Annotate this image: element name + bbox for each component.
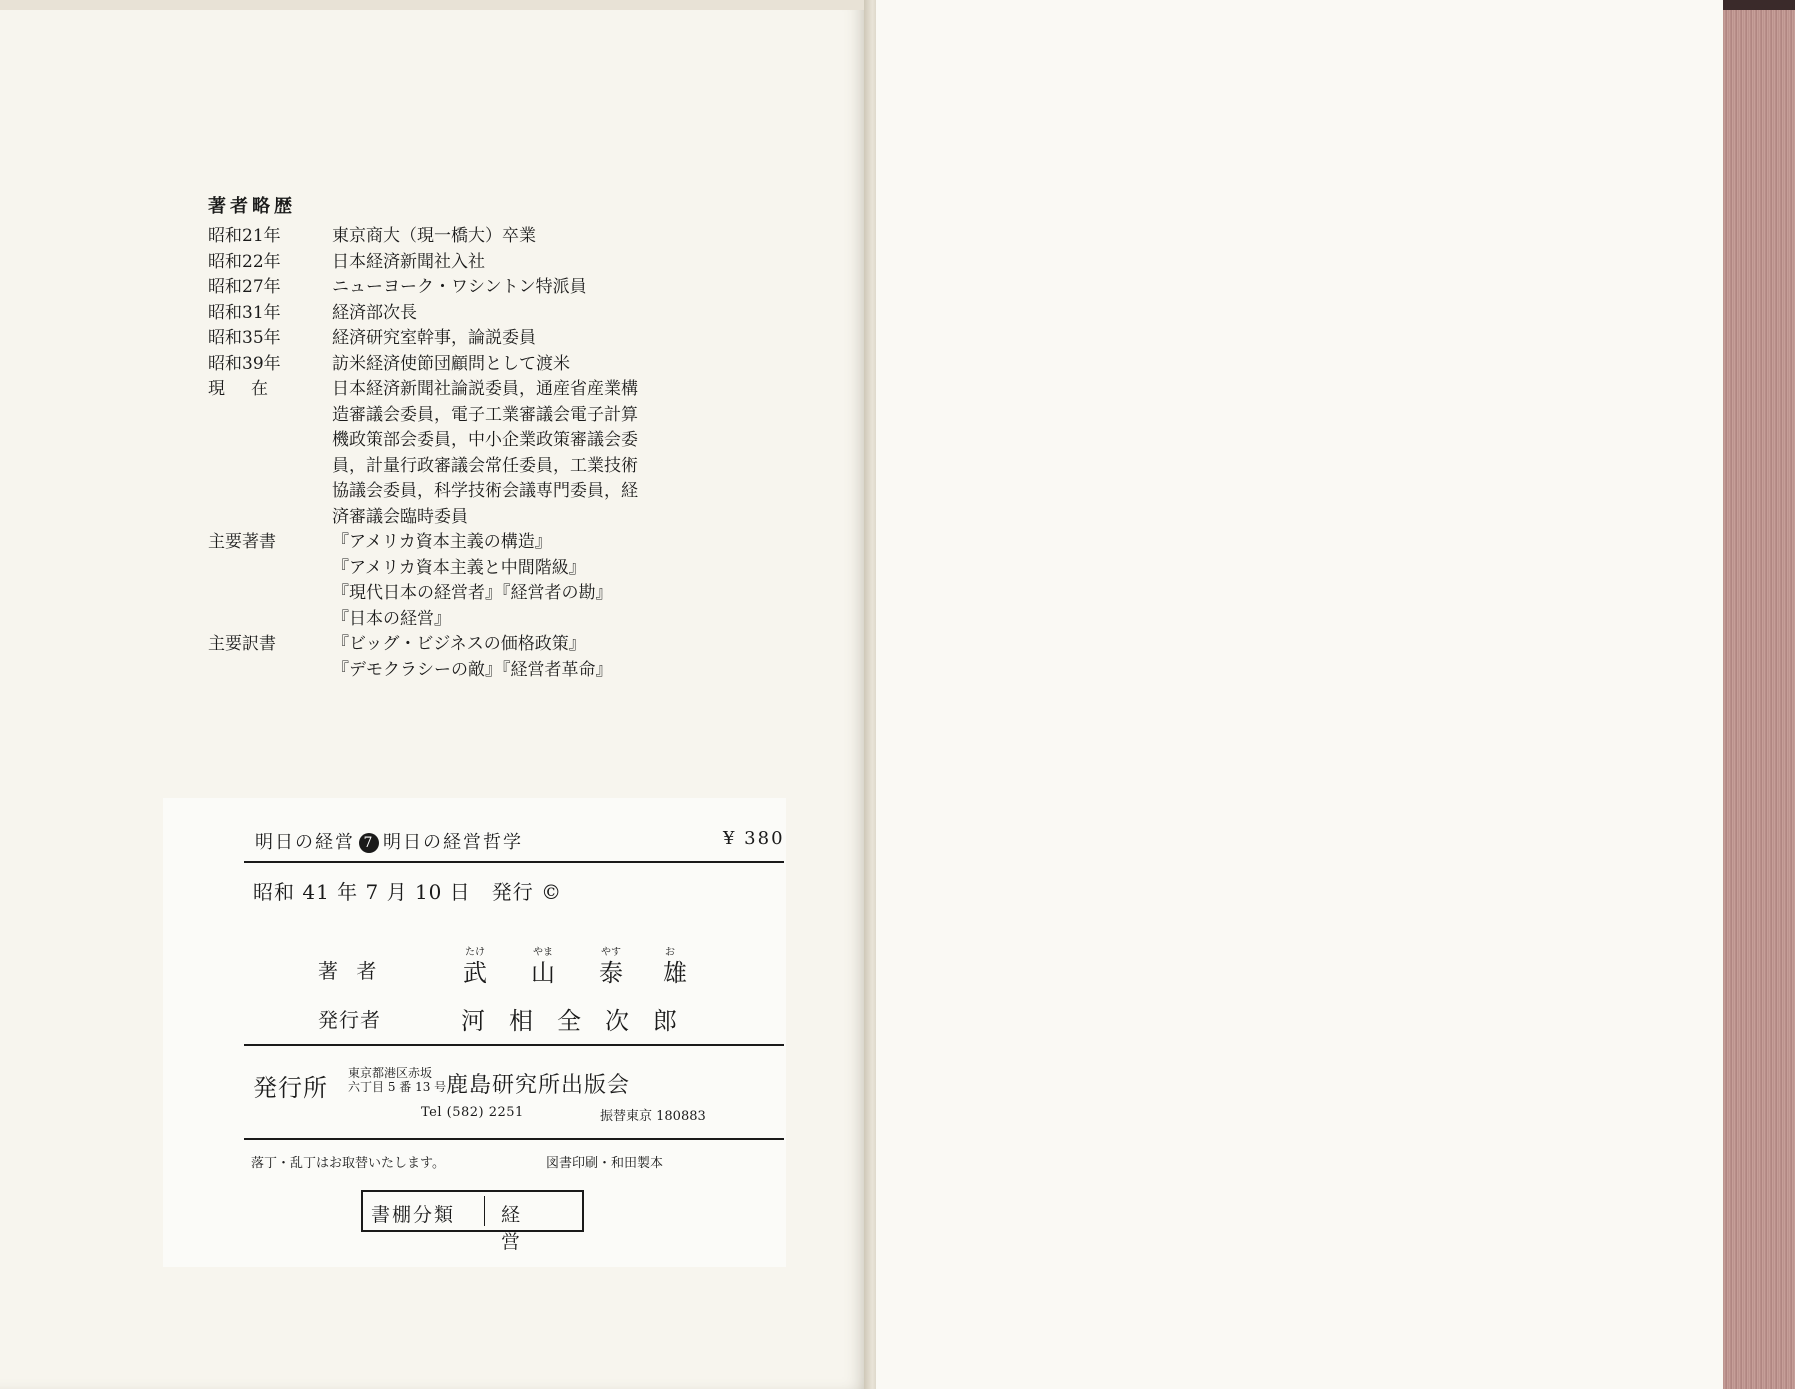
bio-year: 昭和31年 <box>208 302 281 323</box>
bio-entry <box>208 275 728 301</box>
bio-text <box>332 301 728 327</box>
bio-text <box>332 632 728 683</box>
transfer-account: 振替東京 180883 <box>600 1109 706 1124</box>
page-top-edge <box>0 0 868 10</box>
author-name-char: 武 <box>463 959 487 987</box>
bio-entry <box>208 632 728 683</box>
author-name-char: 泰 <box>599 959 623 987</box>
bio-title: 著者略歴 <box>208 196 296 217</box>
bio-line: 日本経済新聞社論説委員，通産省産業構 <box>332 379 638 399</box>
bio-year: 現在 <box>208 379 294 399</box>
volume-number-badge: 7 <box>359 833 379 853</box>
author-name-char: 雄 <box>663 959 687 987</box>
bio-line: 訪米経済使節団顧問として渡米 <box>332 353 570 374</box>
bio-year: 主要著書 <box>208 532 276 552</box>
publisher-name: 鹿島研究所出版会 <box>446 1073 631 1098</box>
publisher-person-label: 発行者 <box>318 1008 381 1032</box>
bio-line: 経済部次長 <box>332 302 417 323</box>
author-ruby: やま <box>533 947 553 958</box>
series-name: 明日の経営 <box>255 832 355 853</box>
author-ruby: お <box>665 947 675 958</box>
bio-text <box>332 352 728 378</box>
shelf-divider <box>484 1196 485 1226</box>
author-biography <box>208 192 728 683</box>
price: ¥ 380 <box>723 828 785 849</box>
shelf-classification-box <box>361 1190 584 1253</box>
author-ruby: たけ <box>465 947 485 958</box>
publisher-person-char: 次 <box>605 1007 629 1035</box>
page-edges <box>1723 10 1795 1389</box>
bio-entry <box>208 530 728 632</box>
bio-text <box>332 224 728 250</box>
bio-entry <box>208 250 728 276</box>
bio-line: 協議会委員，科学技術会議専門委員，経 <box>332 481 638 501</box>
divider <box>244 861 784 863</box>
address-line: 東京都港区赤坂 <box>348 1066 433 1080</box>
bio-line: 済審議会臨時委員 <box>332 506 468 527</box>
bio-line: 『アメリカ資本主義の構造』 <box>332 532 552 552</box>
bio-entry <box>208 352 728 378</box>
shelf-value: 経営 <box>501 1204 551 1253</box>
right-page-blank <box>876 0 1723 1389</box>
publisher-person-char: 郎 <box>653 1007 677 1035</box>
author-name-char: 山 <box>531 959 555 987</box>
bio-line: 経済研究室幹事，論説委員 <box>332 328 536 348</box>
bio-text <box>332 250 728 276</box>
bio-line: 機政策部会委員，中小企業政策審議会委 <box>332 430 638 450</box>
bio-entry <box>208 377 728 530</box>
divider <box>244 1138 784 1140</box>
bio-text <box>332 530 728 632</box>
address-line: 六丁目 5 番 13 号 <box>348 1080 447 1094</box>
bio-line: 『現代日本の経営者』『経営者の勘』 <box>332 583 613 603</box>
bio-list <box>208 224 728 683</box>
bio-year: 主要訳書 <box>208 634 276 654</box>
publisher-label: 発行所 <box>253 1074 328 1102</box>
publisher-person-char: 相 <box>509 1007 533 1035</box>
bio-text <box>332 275 728 301</box>
shelf-label: 書棚分類 <box>371 1204 456 1226</box>
divider <box>244 1044 784 1046</box>
bio-line: 造審議会委員，電子工業審議会電子計算 <box>332 404 638 425</box>
replacement-note: 落丁・乱丁はお取替いたします。 <box>251 1156 445 1171</box>
bio-line: 東京商大（現一橋大）卒業 <box>332 226 536 246</box>
publisher-address <box>348 1066 446 1094</box>
bio-year: 昭和39年 <box>208 353 281 374</box>
bio-year: 昭和22年 <box>208 251 281 272</box>
bio-entry <box>208 301 728 327</box>
publisher-person-char: 全 <box>557 1007 581 1035</box>
book-title-line <box>255 828 523 854</box>
left-page <box>0 0 868 1389</box>
telephone: Tel (582) 2251 <box>421 1105 524 1120</box>
bio-entry <box>208 224 728 250</box>
bio-line: 『日本の経営』 <box>332 608 451 629</box>
bio-line: 日本経済新聞社入社 <box>332 251 485 272</box>
bio-line: 『ビッグ・ビジネスの価格政策』 <box>332 634 586 654</box>
bio-line: 員，計量行政審議会常任委員，工業技術 <box>332 455 638 476</box>
bio-year: 昭和27年 <box>208 277 281 297</box>
bio-year: 昭和21年 <box>208 226 281 246</box>
bio-line: 『アメリカ資本主義と中間階級』 <box>332 557 586 578</box>
bio-line: ニューヨーク・ワシントン特派員 <box>332 277 587 297</box>
bio-line: 『デモクラシーの敵』『経営者革命』 <box>332 659 613 680</box>
publication-date: 昭和 41 年 7 月 10 日 発行 © <box>253 880 563 904</box>
colophon <box>163 798 786 1267</box>
book-title: 明日の経営哲学 <box>383 832 523 853</box>
printer-info: 図書印刷・和田製本 <box>546 1156 664 1171</box>
author-ruby: やす <box>601 947 621 958</box>
bio-entry <box>208 326 728 352</box>
bio-text <box>332 326 728 352</box>
author-label: 著 者 <box>318 959 383 983</box>
bio-text <box>332 377 728 530</box>
publisher-person-char: 河 <box>461 1007 485 1035</box>
bio-year: 昭和35年 <box>208 328 281 348</box>
